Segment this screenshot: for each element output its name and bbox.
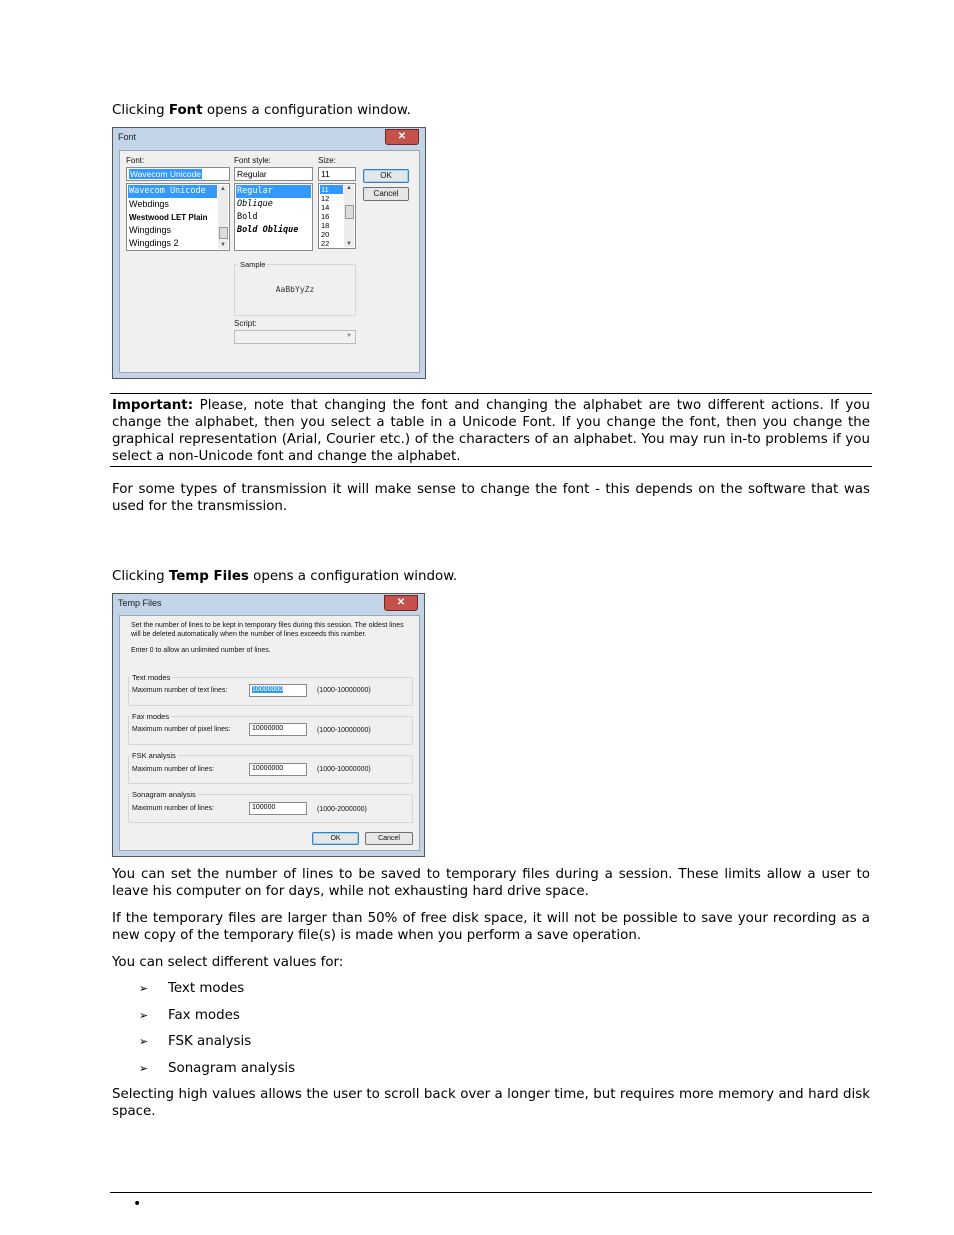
group-title: Fax modes xyxy=(132,712,170,721)
font-style-label: Font style: xyxy=(234,156,271,165)
group-title: Text modes xyxy=(132,673,171,682)
max-lines-label: Maximum number of pixel lines: xyxy=(132,726,231,733)
max-lines-label: Maximum number of lines: xyxy=(132,805,215,812)
input-value: 10000000 xyxy=(252,725,284,732)
script-label: Script: xyxy=(234,319,257,328)
font-list-item[interactable]: Wingdings xyxy=(129,225,172,235)
temp-dialog-title: Temp Files xyxy=(118,598,162,608)
temp-dialog-client xyxy=(119,615,420,851)
lines-paragraph: You can set the number of lines to be saved to temporary files during a session. These limits allow a user to leave his computer on for days, while not exhausting hard drive space. xyxy=(112,867,870,899)
intro-temp-pre: Clicking xyxy=(112,569,169,584)
list-item-text: Sonagram analysis xyxy=(168,1061,296,1076)
size-item[interactable]: 18 xyxy=(321,221,330,230)
scroll-up-icon[interactable]: ▲ xyxy=(220,186,226,192)
size-item[interactable]: 20 xyxy=(321,230,330,239)
range-label: (1000-10000000) xyxy=(317,687,371,694)
temp-files-dialog xyxy=(112,593,425,857)
input-value: 10000000 xyxy=(252,686,284,693)
intro-font-pre: Clicking xyxy=(112,103,169,118)
cancel-button[interactable]: Cancel xyxy=(363,187,409,201)
sonagram-lines-input[interactable] xyxy=(249,802,307,815)
fsk-lines-input[interactable] xyxy=(249,763,307,776)
font-change-paragraph: For some types of transmission it will make sense to change the font - this depends on the software that was used for the transmission. xyxy=(112,482,870,514)
font-dialog-title: Font xyxy=(118,132,137,142)
font-label: Font: xyxy=(126,156,145,165)
intro-font-paragraph xyxy=(112,102,870,119)
list-item-text: Text modes xyxy=(168,981,245,996)
font-style-list[interactable] xyxy=(234,183,313,251)
temp-dialog-titlebar xyxy=(113,594,424,614)
scroll-up-icon[interactable]: ▲ xyxy=(346,185,352,191)
intro-font-bold: Font xyxy=(168,103,203,118)
cancel-button[interactable]: Cancel xyxy=(365,832,413,845)
text-lines-input[interactable] xyxy=(249,684,307,697)
arrow-bullet-icon: ➢ xyxy=(139,1009,149,1022)
scroll-thumb[interactable] xyxy=(345,205,354,219)
chevron-down-icon[interactable]: ▼ xyxy=(346,333,352,339)
max-lines-label: Maximum number of text lines: xyxy=(132,687,228,694)
range-label: (1000-10000000) xyxy=(317,766,371,773)
size-item[interactable]: 12 xyxy=(321,194,330,203)
group-title: FSK analysis xyxy=(132,751,176,760)
input-value: 100000 xyxy=(252,804,276,811)
font-list-item[interactable]: Webdings xyxy=(129,199,169,209)
font-style-value: Regular xyxy=(237,169,267,179)
font-dialog xyxy=(112,127,426,379)
close-icon[interactable]: ✕ xyxy=(384,595,418,611)
font-style-item[interactable]: Oblique xyxy=(237,199,273,209)
important-body: Please, note that changing the font and changing the alphabet are two different actions. If you change the alphabet, then you select a table in a Unicode Font. If you change the font, then you change the graphical representation (Arial, Courier etc.) of the characters of an alphabet. You may run in-to problems if you select a non-Unicode font and change the alphabet. xyxy=(112,398,870,464)
scroll-down-icon[interactable]: ▼ xyxy=(346,241,352,247)
size-value: 11 xyxy=(321,169,330,179)
arrow-bullet-icon: ➢ xyxy=(139,1062,149,1075)
input-value: 10000000 xyxy=(252,765,284,772)
font-style-item[interactable]: Bold xyxy=(237,212,258,222)
group-title: Sonagram analysis xyxy=(132,790,196,799)
script-select[interactable] xyxy=(234,330,356,344)
temp-description-unlimited: Enter 0 to allow an unlimited number of lines. xyxy=(131,647,271,654)
size-input[interactable] xyxy=(318,167,356,181)
sample-label: Sample xyxy=(240,260,266,269)
intro-temp-bold: Temp Files xyxy=(168,569,249,584)
font-dialog-titlebar xyxy=(113,128,425,148)
close-icon[interactable]: ✕ xyxy=(385,129,419,145)
font-style-item[interactable]: Regular xyxy=(236,185,311,198)
list-item-text: FSK analysis xyxy=(168,1034,252,1049)
pixel-lines-input[interactable] xyxy=(249,723,307,736)
important-label: Important: xyxy=(112,398,194,413)
arrow-bullet-icon: ➢ xyxy=(139,1035,149,1048)
footer-bullet: • xyxy=(133,1196,142,1212)
important-note xyxy=(110,393,872,467)
font-list-item[interactable]: Westwood LET Plain xyxy=(129,213,208,222)
font-name-input[interactable] xyxy=(126,167,230,181)
intro-font-post: opens a configuration window. xyxy=(202,103,411,118)
size-item[interactable]: 14 xyxy=(321,203,330,212)
font-style-item[interactable]: Bold Oblique xyxy=(237,225,299,235)
scroll-thumb[interactable] xyxy=(219,227,228,239)
sample-text: AaBbYyZz xyxy=(275,285,315,294)
important-text xyxy=(112,397,870,465)
scroll-down-icon[interactable]: ▼ xyxy=(220,242,226,248)
intro-temp-paragraph xyxy=(112,568,870,585)
list-item-text: Fax modes xyxy=(168,1008,240,1023)
size-item[interactable]: 16 xyxy=(321,212,330,221)
size-list[interactable] xyxy=(318,183,356,249)
arrow-bullet-icon: ➢ xyxy=(139,982,149,995)
high-values-paragraph: Selecting high values allows the user to scroll back over a longer time, but requires more memory and hard disk space. xyxy=(112,1087,870,1119)
font-name-value: Wavecom Unicode xyxy=(130,169,202,179)
footer-rule xyxy=(110,1192,872,1193)
range-label: (1000-10000000) xyxy=(317,727,371,734)
size-item[interactable]: 11 xyxy=(320,185,343,194)
size-item[interactable]: 22 xyxy=(321,239,330,248)
ok-button[interactable]: OK xyxy=(363,169,409,183)
select-paragraph: You can select different values for: xyxy=(112,955,344,970)
font-dialog-client xyxy=(119,150,420,373)
font-list-item[interactable]: Wingdings 2 xyxy=(129,238,179,248)
intro-temp-post: opens a configuration window. xyxy=(248,569,458,584)
font-style-input[interactable] xyxy=(234,167,313,181)
size-label: Size: xyxy=(318,156,336,165)
disk-paragraph: If the temporary files are larger than 50% of free disk space, it will not be possible to save your recording as a new copy of the temporary file(s) is made when you perform a save operation. xyxy=(112,911,870,943)
range-label: (1000-2000000) xyxy=(317,806,367,813)
max-lines-label: Maximum number of lines: xyxy=(132,766,215,773)
ok-button[interactable]: OK xyxy=(312,832,359,845)
font-list[interactable] xyxy=(126,183,230,251)
temp-description: Set the number of lines to be kept in temporary files during this session. The oldest lines will be deleted automatically when the number of lines exceeds this number. xyxy=(131,622,404,638)
size-list-scrollbar[interactable] xyxy=(344,185,354,247)
font-list-scrollbar[interactable] xyxy=(218,185,228,249)
font-list-item[interactable]: Wavecom Unicode xyxy=(128,185,217,198)
